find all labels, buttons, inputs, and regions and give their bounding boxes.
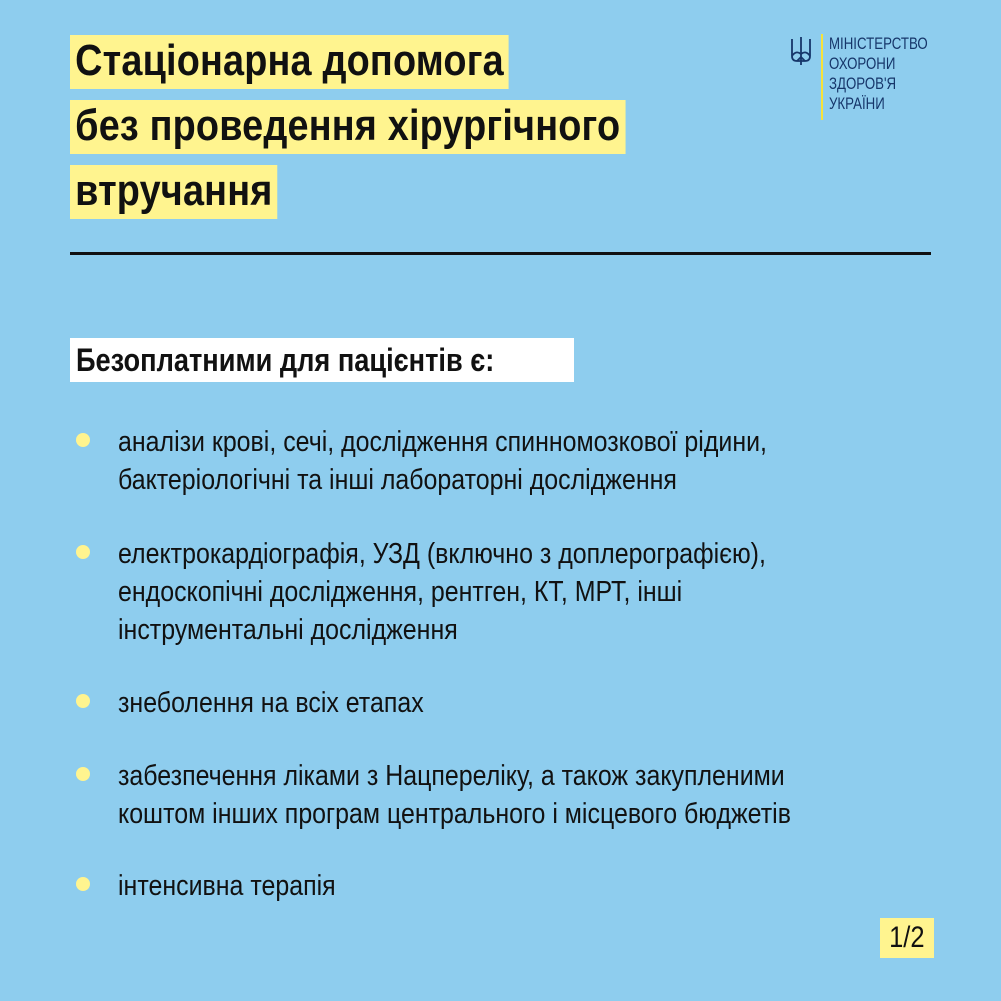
subtitle-text: Безоплатними для пацієнтів є: — [76, 342, 495, 378]
title-line — [70, 35, 710, 89]
title-line-text: без проведення хірургічного — [70, 100, 625, 154]
page-title — [70, 35, 710, 230]
title-line-text: втручання — [70, 165, 278, 219]
ministry-name-line: МІНІСТЕРСТВО — [829, 34, 928, 53]
list-item-line: бактеріологічні та інші лабораторні дослідження — [118, 464, 677, 496]
list-item-line: забезпечення ліками з Нацпереліку, а також закупленими — [118, 760, 785, 792]
list-item-text — [118, 535, 766, 649]
divider-line — [70, 252, 931, 255]
list-item-line: коштом інших програм центрального і місцевого бюджетів — [118, 798, 791, 830]
bullet-icon — [76, 694, 90, 708]
list-item-line: ендоскопічні дослідження, рентген, КТ, МРТ, інші — [118, 576, 683, 608]
title-line — [70, 165, 710, 219]
list-item-text — [118, 757, 791, 833]
trident-icon — [790, 36, 812, 66]
ministry-name-line: ОХОРОНИ — [829, 54, 896, 73]
title-line — [70, 100, 710, 154]
subtitle — [70, 338, 574, 382]
list-item-line: інструментальні дослідження — [118, 614, 458, 646]
list-item-text — [118, 867, 336, 905]
bullet-icon — [76, 433, 90, 447]
page-number-text: 1/2 — [889, 921, 925, 954]
list-item-text — [118, 423, 767, 499]
page-number-badge — [880, 918, 934, 958]
bullet-icon — [76, 545, 90, 559]
title-line-text: Стаціонарна допомога — [70, 35, 509, 89]
bullet-icon — [76, 767, 90, 781]
list-item-line: аналізи крові, сечі, дослідження спинномозкової рідини, — [118, 426, 767, 458]
ministry-name — [829, 34, 928, 114]
bullet-icon — [76, 877, 90, 891]
ministry-logo — [790, 34, 950, 124]
list-item-line: інтенсивна терапія — [118, 870, 336, 902]
list-item-text — [118, 684, 424, 722]
ministry-name-line: ЗДОРОВ'Я — [829, 74, 897, 93]
ministry-name-line: УКРАЇНИ — [829, 94, 885, 113]
list-item-line: електрокардіографія, УЗД (включно з доплерографією), — [118, 538, 766, 570]
list-item-line: знеболення на всіх етапах — [118, 687, 424, 719]
logo-divider — [821, 34, 823, 120]
